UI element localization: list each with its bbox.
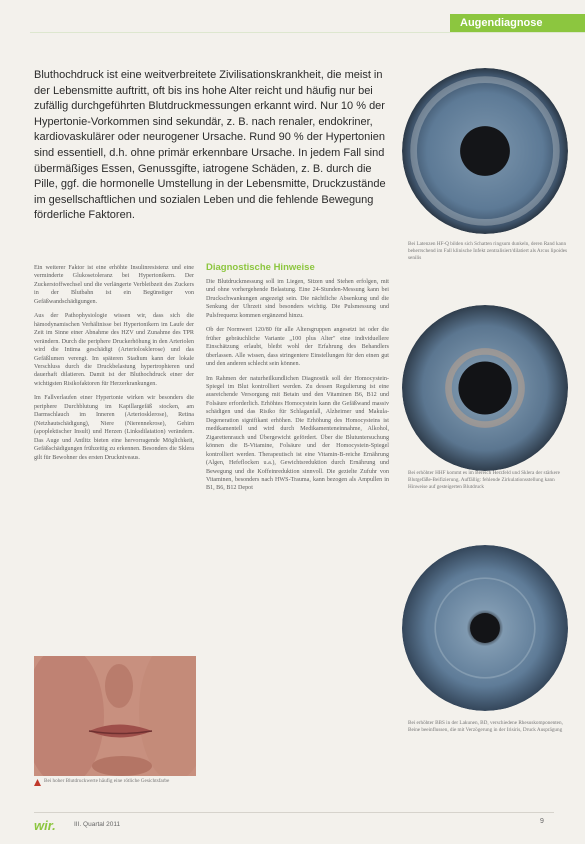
- body-paragraph: Die Blutdruckmessung soll im Liegen, Sitzen und Stehen erfolgen, mit und ohne vorhergehende Belastung. Eine 24-Stunden-Messung kann bei Druckschwankungen angezeigt sein. Die nächtliche Absenkung und die Senkung der Uhrzeit sind besonders wichtig. Die Pulsmessung und Pulsfrequenz kommen ergänzend hinzu.: [206, 279, 389, 319]
- face-photo-caption: Bei hoher Blutdruckwerte häufig eine rötliche Gesichtsfarbe: [44, 778, 170, 784]
- body-column-right: [206, 262, 389, 762]
- face-photo: [34, 656, 196, 776]
- lead-paragraph: Bluthochdruck ist eine weitverbreitete Zivilisationskrankheit, die meist in der Lebensmitte auftritt, oft bis ins hohe Alter reicht und häufig nur bei zufällig durchgeführten Blutdruckmessungen erkannt wird. Nur 10 % der Hypertonie-Vorkommen sind sekundär, z. B. nach renaler, endokriner, kardiovaskulärer oder neurogener Ursache. Rund 90 % der Hypertonien sind essentiell, d.h. ohne primär erkennbare Ursache. In jedem Fall sind übermäßiges Essen, Genussgifte, iatrogene Schäden, z. B. durch die Pille, ggf. die hormonelle Umstellung in der Lebensmitte, Druckzustände im gesellschaftlichen und sozialen Leben und die fehlende Bewegung förderliche Faktoren.: [34, 69, 386, 222]
- iris-photo-1: [402, 68, 568, 234]
- iris-photo-2: [402, 305, 568, 471]
- body-paragraph: Im Fallverlaufen einer Hypertonie wirken wir besonders die periphere Durchblutung im Kapillargefäß stocken, am Darmschlauch im Inneren (Arteriosklerose), Retina (Netzhautschädigung), Niere (Nierennekrose), Gehirn (apoplektischer Insult) und Herzen (Linksdilatation) verändern. Das Auge und Antlitz bieten eine hervorragende Möglichkeit, Gefäßschädigungen frühzeitig zu erkennen. Besonders die Sklera gilt für Bewohner des ersten Druckniveaus.: [34, 395, 194, 461]
- body-paragraph: Aus der Pathophysiologie wissen wir, dass sich die hämodynamischen Verhältnisse bei Hypertonikern im Laufe der Zeit im Sinne einer Abnahme des HZV und Zunahme des TPR verändern. Durch die periphere Druckerhöhung in den Arteriolen wird die Intima geschädigt (Arteriolosklerose) und das Gefäßlumen verengt. Im späteren Stadium kann der lokale Verschluss durch die Druckbelastung hypertrophieren und dauerhaft dilatieren. Damit ist der Bluthochdruck einer der wichtigsten Risikofaktoren für Herzerkrankungen.: [34, 313, 194, 387]
- page-number: 9: [540, 818, 544, 825]
- footer-issue: III. Quartal 2011: [74, 821, 121, 828]
- body-column-left: [34, 264, 194, 652]
- iris-photo-3: [402, 545, 568, 711]
- iris-caption-2: Bei erhöhter HHF kommt es im Bereich Herzfeld und Sklera der stärkere Blutgefäße-Beifizierung. Auffällig: fehlende Zirkulationsstellung kann Hinweise auf gesteigerten Blutdruck: [408, 470, 560, 490]
- warning-triangle-icon: [34, 779, 41, 786]
- header-divider: [30, 32, 585, 33]
- body-paragraph: Im Rahmen der naturheilkundlichen Diagnostik soll der Homocystein-Spiegel im Blut kontrolliert werden. Zu dessen Regulierung ist eine ausreichende Versorgung mit Betain und den Vitaminen B6, B12 und Folsäure erforderlich. Erhöhtes Homocystein kann die Gefäßwand massiv schädigen und das Risiko für Schlaganfall, Alzheimer und Makula-Degeneration signifikant erhöhen. Die Erhöhung des Homocysteins ist medikamentell und wird durch Medikamenteneinnahme, Alkohol, Zigarettenrauch und Übergewicht gefördert. Über die Blutuntersuchung können die B-Vitamine, Folsäure und der Homocystein-Spiegel kontrolliert werden. Therapeutisch ist eine Vitamin-B-reiche Ernährung (Algen, Hefeflocken u.a.), Gewichtsreduktion durch Ernährung und Bewegung und die Koffeinreduktion sinnvoll. Die gezielte Zufuhr von Vitaminen, besonders nach HWS-Trauma, kann bezogen als Ampullen in B1, B6, B12 Depot: [206, 375, 389, 492]
- body-paragraph: Ob der Normwert 120/80 für alle Altersgruppen angesetzt ist oder die früher gebräuchliche Variante „100 plus Alter" eine individuellere Einschätzung erlaubt, bleibt wohl der Erfahrung des Behandlers überlassen. Alle wissen, dass stringentere Einstellungen für den einen gut und den anderen schlecht sein können.: [206, 327, 389, 368]
- iris-caption-3: Bei erhöhter BBS in der Lakunen, BD, verschiedene Rhesuskomponenten, Beine beeinflussen, die mit Verzögerung in der Irisiris, Druck Ausprägung: [408, 720, 563, 733]
- section-heading: Diagnostische Hinweise: [206, 262, 315, 273]
- body-paragraph: Ein weiterer Faktor ist eine erhöhte Insulinresistenz und eine verminderte Glukosetoleranz bei Hypertonikern. Der Zuckerstoffwechsel und die verlängerte Verbleibzeit des Zuckers in der Blutbahn ist ein Begünstiger von Gefäßwandschädigungen.: [34, 265, 194, 305]
- footer-divider: [34, 812, 554, 813]
- footer-logo: wir.: [34, 818, 56, 833]
- iris-caption-1: Bei Latenzen HF-Q bilden sich Schatten ringsum dunkeln, deren Rand kann beherrschend im Fall klinische Infekt zentralisiert/dilatiert als Arcus lipoides senilis: [408, 241, 568, 261]
- section-tag: Augendiagnose: [450, 14, 585, 32]
